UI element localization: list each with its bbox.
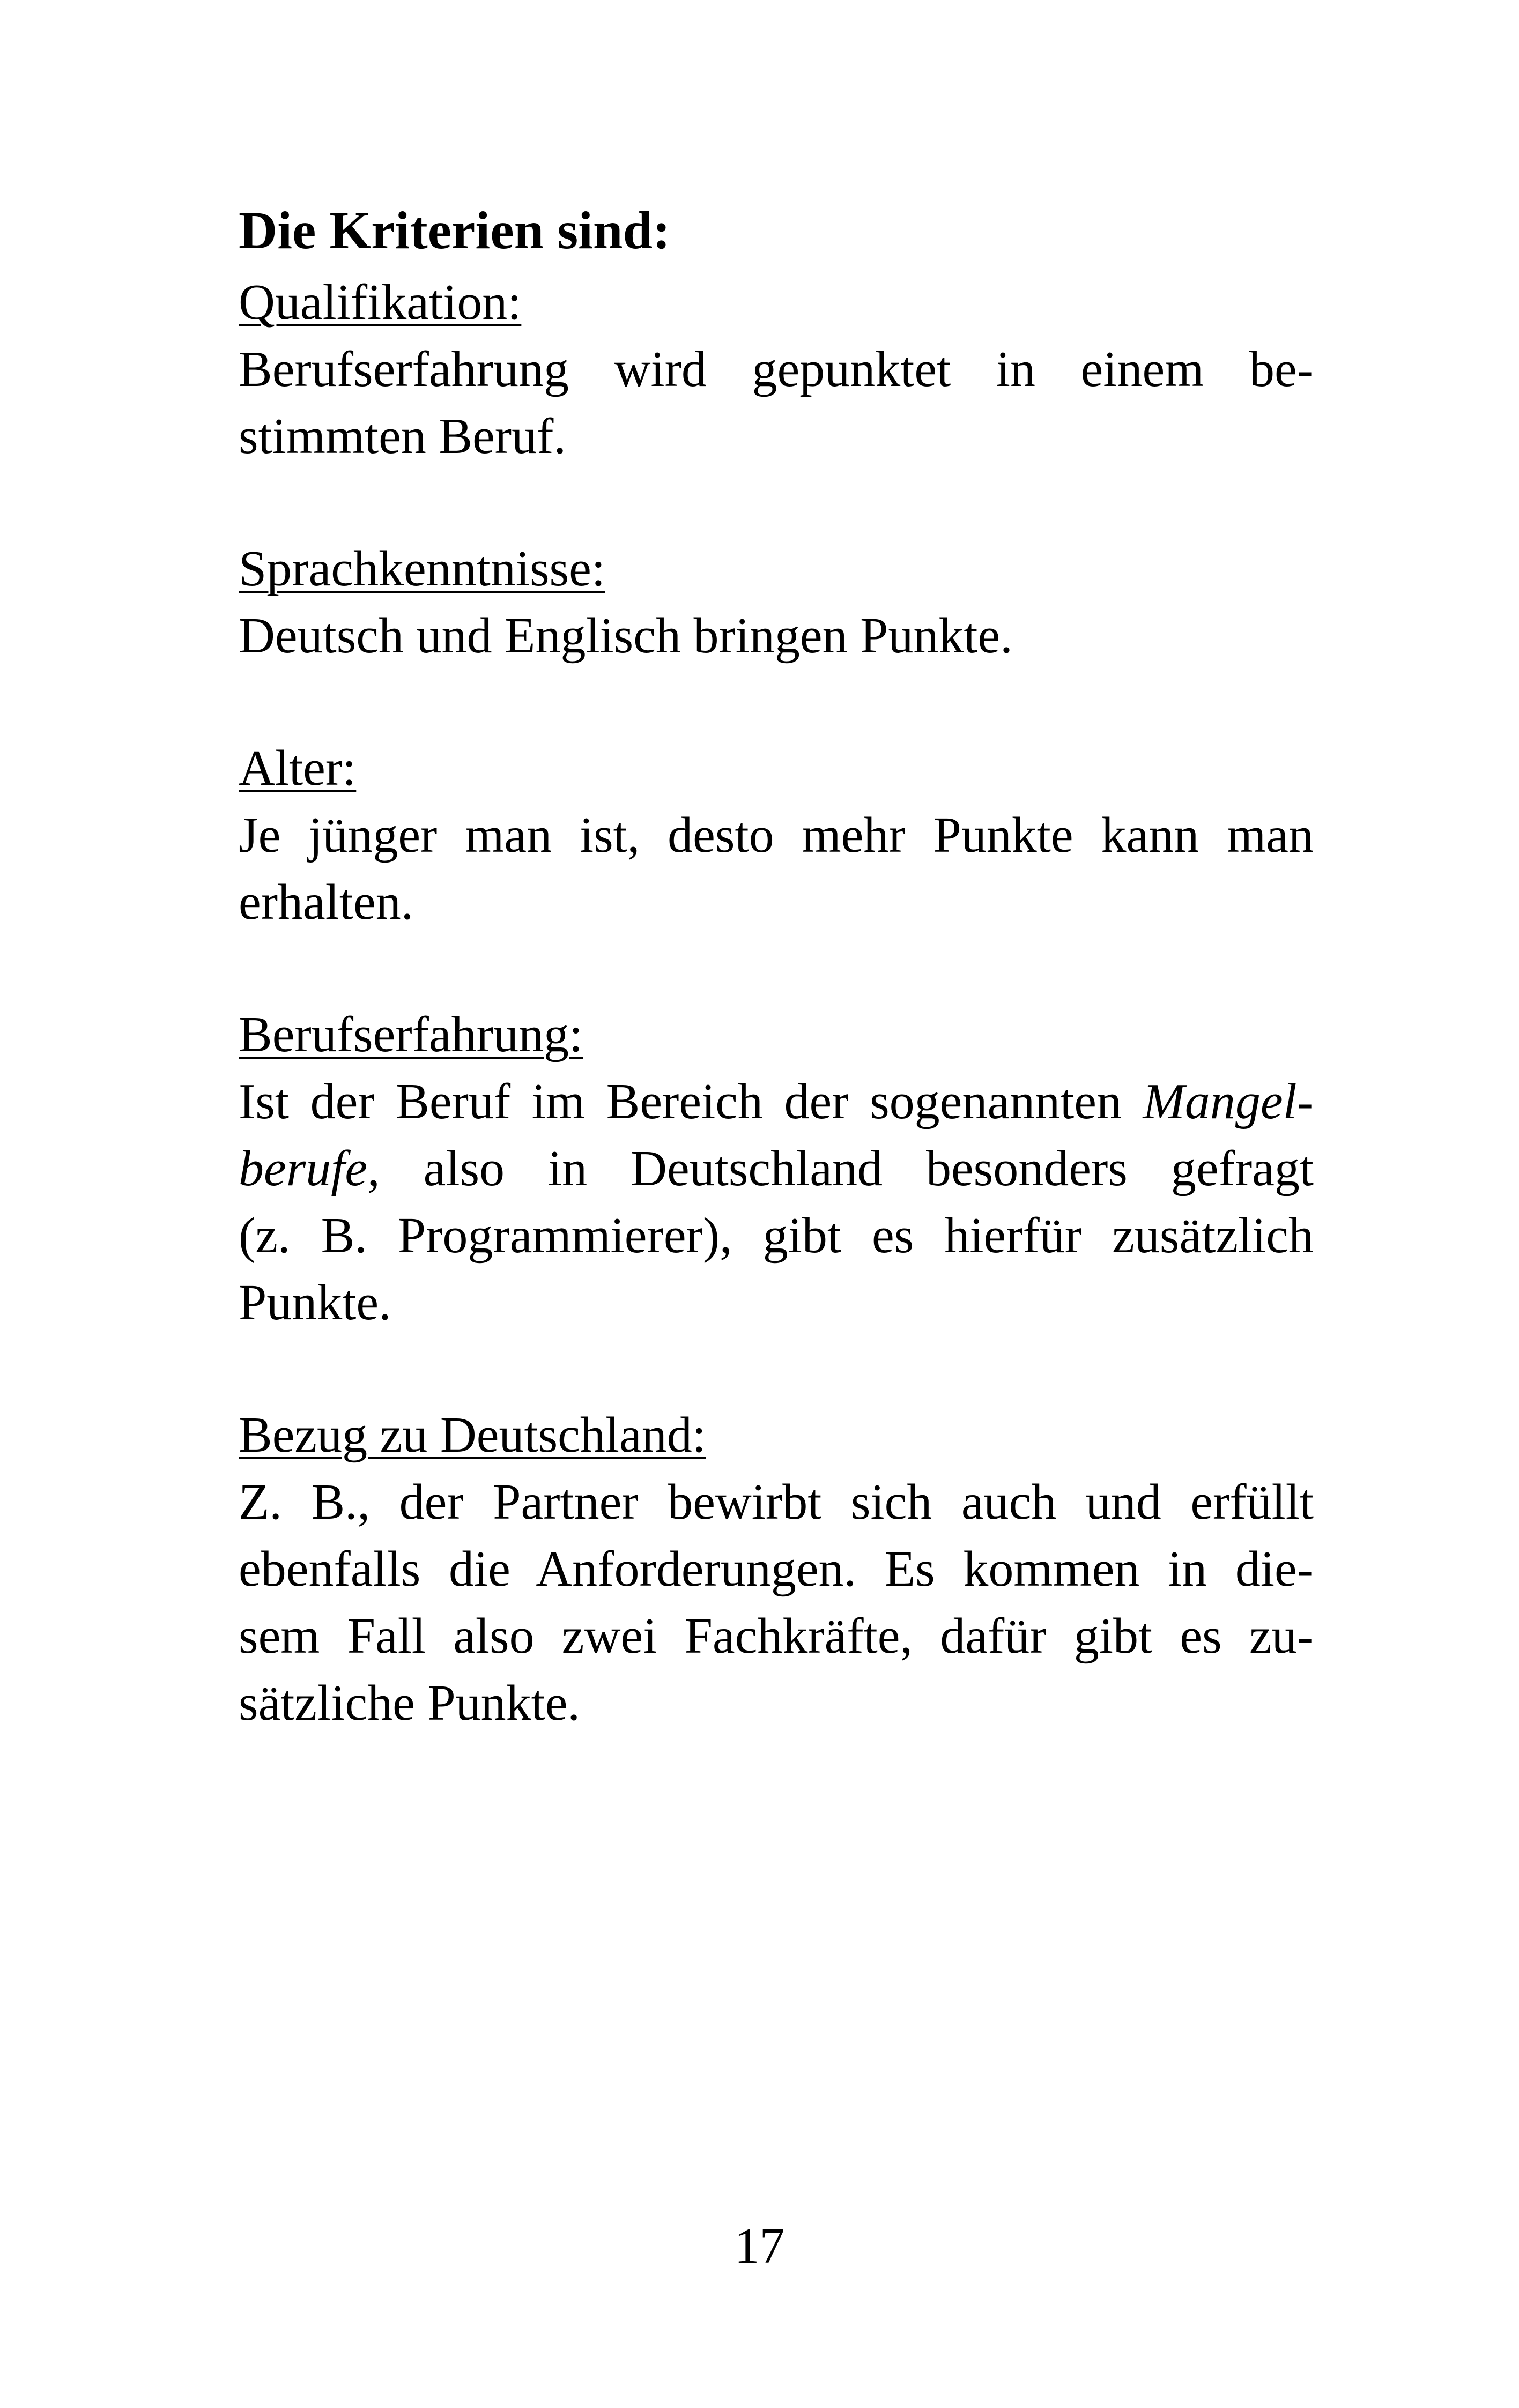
section-label-sprachkenntnisse: Sprachkenntnisse:: [239, 541, 605, 597]
italic-term: Mangel-: [1143, 1074, 1314, 1129]
section-sprachkenntnisse: [239, 536, 1314, 670]
text-line: Berufserfahrung wird gepunktet in einem be-: [239, 341, 1314, 397]
text-line: [239, 1068, 1314, 1135]
text-line: stimmten Beruf.: [239, 408, 566, 464]
text-run: Ist der Beruf im Bereich der sogenannten: [239, 1074, 1143, 1129]
italic-term: berufe: [239, 1141, 368, 1196]
text-line: ebenfalls die Anforderungen. Es kommen in die-: [239, 1541, 1314, 1597]
section-text-bezug-zu-deutschland: [239, 1469, 1314, 1737]
page-number: 17: [734, 2218, 785, 2274]
text-line: [239, 1135, 1314, 1202]
section-text-berufserfahrung: [239, 1068, 1314, 1336]
section-alter: [239, 735, 1314, 936]
text-line: Je jünger man ist, desto mehr Punkte kann man: [239, 807, 1314, 863]
section-label-qualifikation: Qualifikation:: [239, 274, 522, 330]
text-line: erhalten.: [239, 874, 414, 930]
text-line: sem Fall also zwei Fachkräfte, dafür gibt es zu-: [239, 1608, 1314, 1664]
text-run: , also in Deutschland besonders gefragt: [367, 1141, 1314, 1196]
section-text-alter: [239, 802, 1314, 936]
section-label-bezug-zu-deutschland: Bezug zu Deutschland:: [239, 1407, 706, 1463]
page-content: [239, 198, 1314, 1802]
section-label-berufserfahrung: Berufserfahrung:: [239, 1007, 583, 1062]
text-line: Punkte.: [239, 1275, 391, 1331]
text-line: Z. B., der Partner bewirbt sich auch und erfüllt: [239, 1474, 1314, 1530]
section-text-sprachkenntnisse: [239, 603, 1314, 670]
section-bezug-zu-deutschland: [239, 1402, 1314, 1737]
page-heading: Die Kriterien sind:: [239, 200, 671, 260]
text-line: sätzliche Punkte.: [239, 1675, 580, 1731]
section-text-qualifikation: [239, 336, 1314, 470]
text-line: Deutsch und Englisch bringen Punkte.: [239, 608, 1013, 664]
text-line: (z. B. Programmierer), gibt es hierfür zusätzlich: [239, 1208, 1314, 1264]
section-qualifikation: [239, 269, 1314, 470]
section-berufserfahrung: [239, 1001, 1314, 1336]
section-label-alter: Alter:: [239, 740, 357, 796]
